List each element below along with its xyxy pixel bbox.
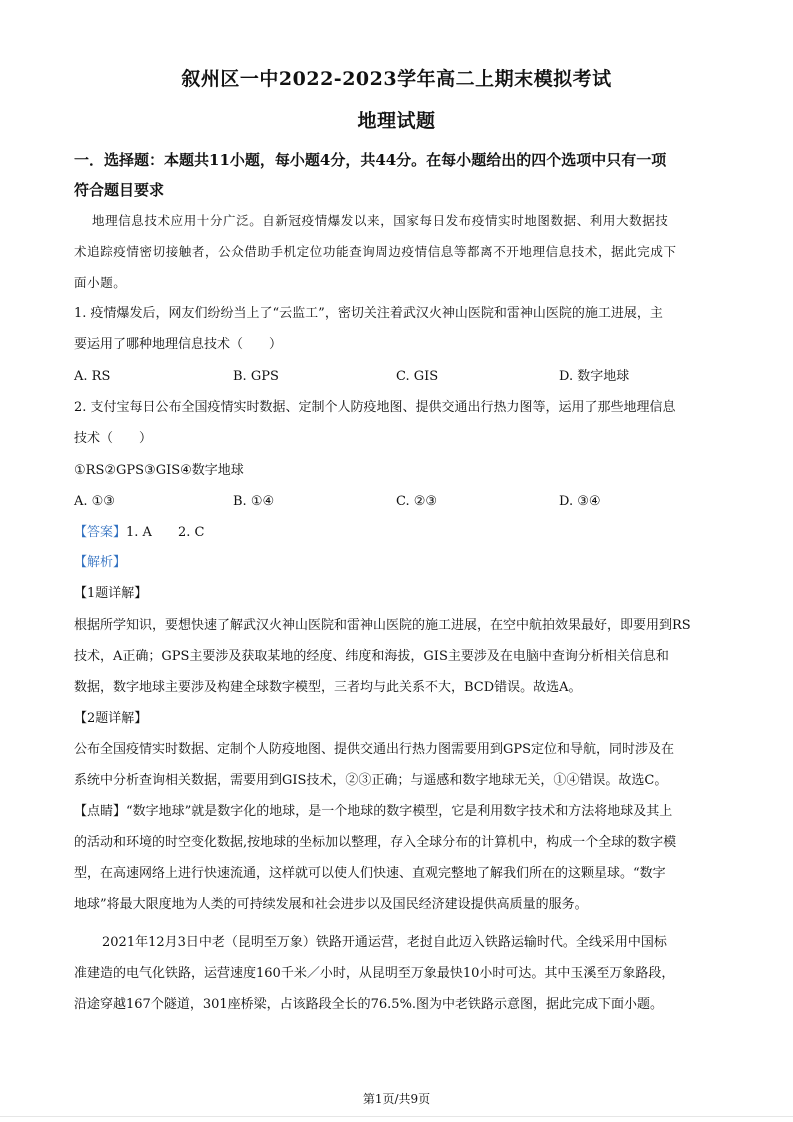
tips-line3: 型，在高速网络上进行快速流通，这样就可以使人们快速、直观完整地了解我们所在的这颗星球。“数字 bbox=[74, 866, 666, 881]
question1-line2: 要运用了哪种地理信息技术（ ） bbox=[74, 337, 283, 352]
q2-option-a: A. ①③ bbox=[74, 494, 115, 509]
exam-title: 叙州区一中2022-2023学年高二上期末模拟考试 bbox=[181, 68, 612, 90]
q1-option-c: C. GIS bbox=[396, 369, 439, 384]
passage1-line2: 术追踪疫情密切接触者，公众借助手机定位功能查询周边疫情信息等都离不开地理信息技术，据此完成下 bbox=[74, 244, 677, 259]
page-number: 第1页/共9页 bbox=[362, 1092, 431, 1106]
passage1-line3: 面小题。 bbox=[74, 275, 127, 290]
q2-option-c: C. ②③ bbox=[396, 494, 438, 509]
detail2-tag: 【2题详解】 bbox=[74, 711, 148, 726]
question2-choices: ①RS②GPS③GIS④数字地球 bbox=[74, 463, 244, 478]
answer-text: 1. A 2. C bbox=[126, 525, 205, 540]
section-heading-line1: 一．选择题：本题共11小题，每小题4分，共44分。在每小题给出的四个选项中只有一项 bbox=[74, 151, 667, 169]
detail1-line2: 技术，A正确；GPS主要涉及获取某地的经度、纬度和海拔，GIS主要涉及在电脑中查询分析相关信息和 bbox=[74, 649, 669, 664]
passage2-line1: 2021年12月3日中老（昆明至万象）铁路开通运营，老挝自此迈入铁路运输时代。全线采用中国标 bbox=[102, 935, 667, 950]
q2-option-d: D. ③④ bbox=[559, 494, 601, 509]
section-heading-line2: 符合题目要求 bbox=[74, 181, 165, 199]
question1-line1: 1. 疫情爆发后，网友们纷纷当上了“云监工”，密切关注着武汉火神山医院和雷神山医院的施工进展，主 bbox=[74, 306, 663, 321]
exam-subtitle: 地理试题 bbox=[357, 110, 436, 132]
tips-line1 bbox=[74, 803, 722, 821]
q1-option-b: B. GPS bbox=[233, 369, 279, 384]
question2-line2: 技术（ ） bbox=[74, 431, 153, 446]
passage2-line2: 准建造的电气化铁路，运营速度160千米／小时，从昆明至万象最快10小时可达。其中玉溪至万象路段， bbox=[74, 966, 675, 981]
analysis-tag: 【解析】 bbox=[74, 555, 127, 570]
passage2-line3: 沿途穿越167个隧道，301座桥梁，占该路段全长的76.5%.图为中老铁路示意图，据此完成下面小题。 bbox=[74, 997, 664, 1012]
q2-option-b: B. ①④ bbox=[233, 494, 275, 509]
tips-tag: 【点睛】 bbox=[74, 804, 127, 819]
detail1-tag: 【1题详解】 bbox=[74, 586, 148, 601]
detail2-line2: 系统中分析查询相关数据，需要用到GIS技术，②③正确；与遥感和数字地球无关，①④错误。故选C。 bbox=[74, 773, 668, 788]
passage1-line1: 地理信息技术应用十分广泛。自新冠疫情爆发以来，国家每日发布疫情实时地图数据、利用大数据技 bbox=[92, 213, 669, 228]
question2-line1: 2. 支付宝每日公布全国疫情实时数据、定制个人防疫地图、提供交通出行热力图等，运用了那些地理信息 bbox=[74, 400, 676, 415]
answer-tag: 【答案】 bbox=[74, 525, 127, 540]
detail2-line1: 公布全国疫情实时数据、定制个人防疫地图、提供交通出行热力图需要用到GPS定位和导航，同时涉及在 bbox=[74, 742, 675, 757]
q1-option-a: A. RS bbox=[74, 369, 111, 384]
tips-line2: 的活动和环境的时空变化数据,按地球的坐标加以整理，存入全球分布的计算机中，构成一个全球的数字模 bbox=[74, 835, 677, 850]
detail1-line1: 根据所学知识，要想快速了解武汉火神山医院和雷神山医院的施工进展，在空中航拍效果最好，即要用到RS bbox=[74, 618, 691, 633]
tips-text-1: “数字地球”就是数字化的地球，是一个地球的数字模型，它是利用数字技术和方法将地球及其上 bbox=[126, 804, 673, 819]
bottom-divider bbox=[0, 1116, 793, 1117]
tips-line4: 地球”将最大限度地为人类的可持续发展和社会进步以及国民经济建设提供高质量的服务。 bbox=[74, 897, 588, 912]
q1-option-d: D. 数字地球 bbox=[559, 369, 630, 384]
answer-line bbox=[74, 524, 722, 542]
detail1-line3: 数据，数字地球主要涉及构建全球数字模型，三者均与此关系不大，BCD错误。故选A。 bbox=[74, 680, 582, 695]
